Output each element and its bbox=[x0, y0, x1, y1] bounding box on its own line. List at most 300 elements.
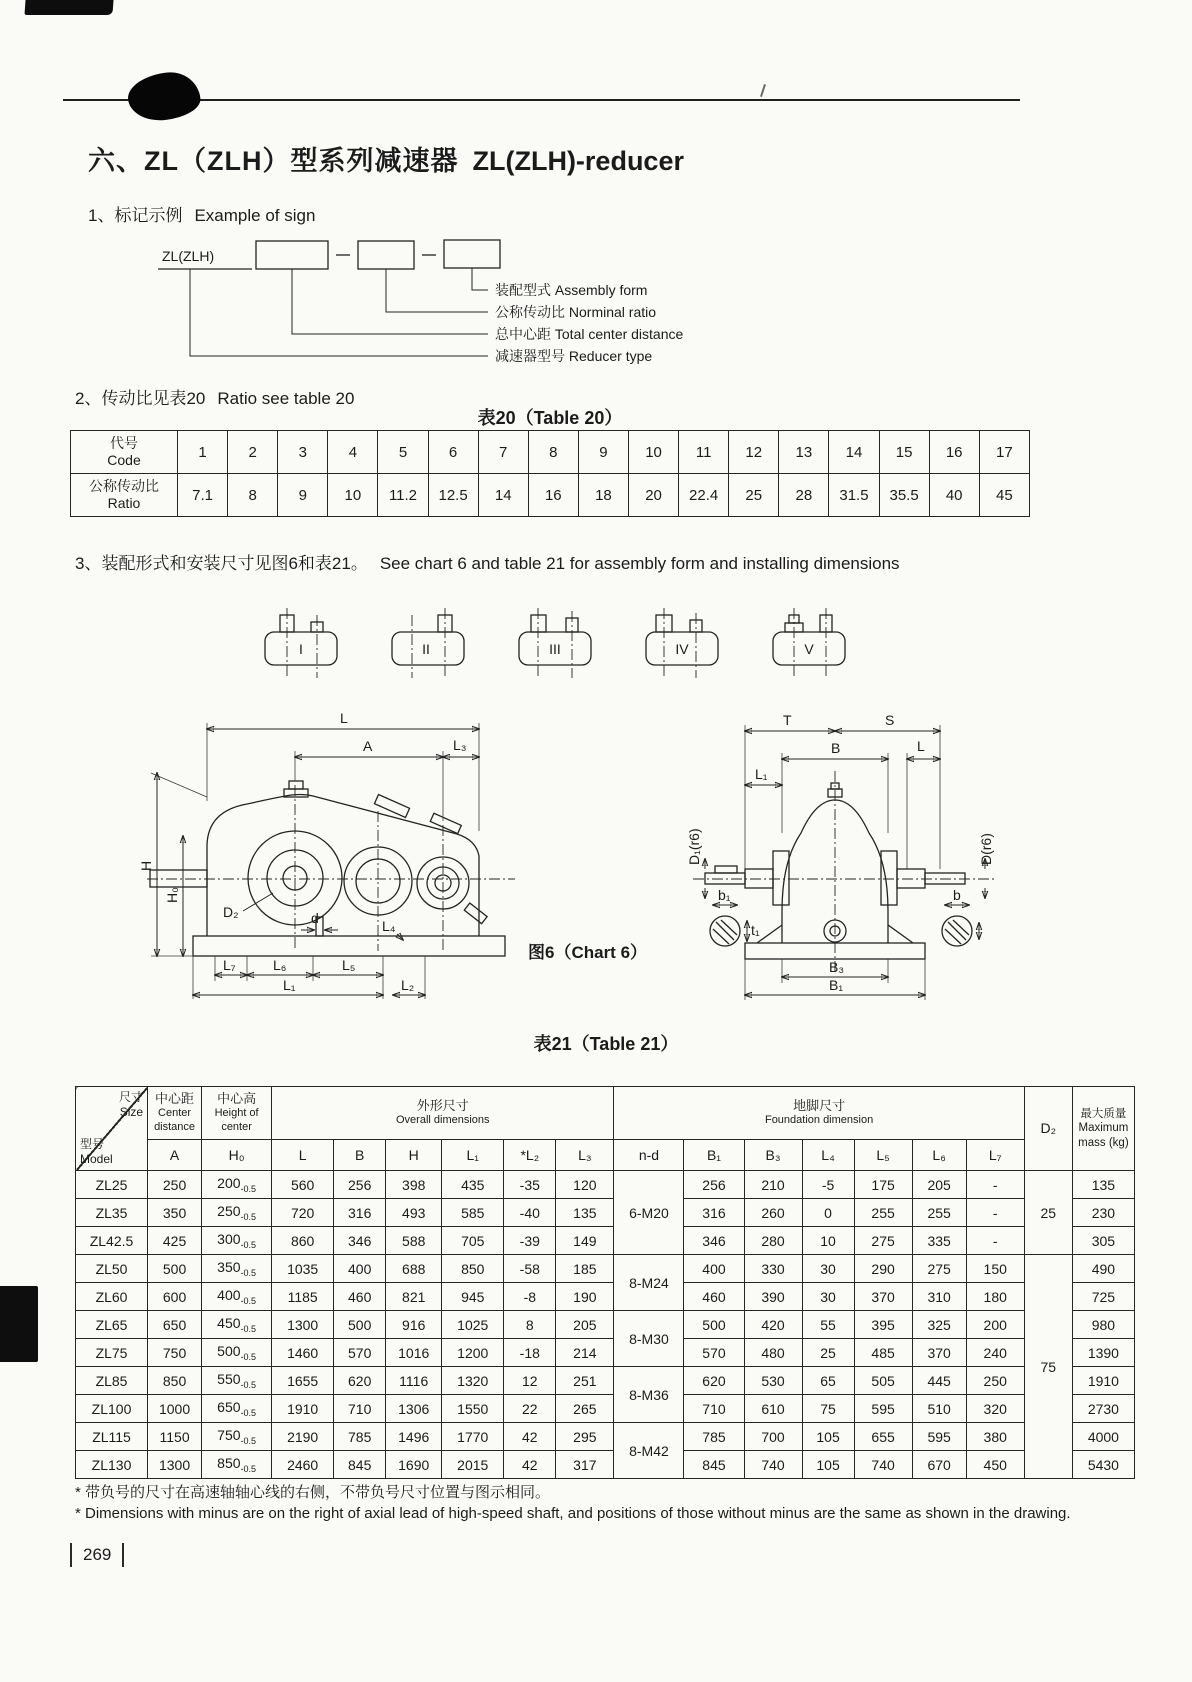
B-cell: 500 bbox=[334, 1311, 386, 1339]
form-label-3: III bbox=[549, 641, 561, 657]
L5-cell: 290 bbox=[854, 1255, 912, 1283]
dim-label-T: T bbox=[783, 712, 792, 728]
L3-cell: 214 bbox=[556, 1339, 614, 1367]
L6-cell: 275 bbox=[912, 1255, 966, 1283]
L1-cell: 1025 bbox=[442, 1311, 504, 1339]
L7-cell: 240 bbox=[966, 1339, 1024, 1367]
H-cell: 821 bbox=[386, 1283, 442, 1311]
sign-prefix: ZL(ZLH) bbox=[162, 248, 215, 264]
col-L4: L₄ bbox=[802, 1140, 854, 1171]
form-label-1: I bbox=[299, 641, 303, 657]
L2-cell: -40 bbox=[504, 1199, 556, 1227]
L6-cell: 595 bbox=[912, 1423, 966, 1451]
table20-caption: 表20（Table 20） bbox=[477, 408, 623, 428]
L4-cell: 65 bbox=[802, 1367, 854, 1395]
size-en: Size bbox=[119, 1105, 144, 1119]
col-H: H bbox=[386, 1140, 442, 1171]
H0-cell: $750_{-0.5}$ bbox=[202, 1423, 272, 1451]
L-cell: 1910 bbox=[272, 1395, 334, 1423]
L7-cell: - bbox=[966, 1171, 1024, 1199]
nd-cell: 8-M42 bbox=[614, 1423, 684, 1479]
col-L1: L₁ bbox=[442, 1140, 504, 1171]
ratio-cell: 18 bbox=[578, 474, 628, 517]
section-3-en: See chart 6 and table 21 for assembly form and installing dimensions bbox=[379, 554, 900, 573]
table21-row bbox=[76, 1311, 1135, 1339]
model-cell: ZL100 bbox=[76, 1395, 148, 1423]
L3-cell: 295 bbox=[556, 1423, 614, 1451]
H-cell: 398 bbox=[386, 1171, 442, 1199]
H0-cell: $350_{-0.5}$ bbox=[202, 1255, 272, 1283]
L7-cell: - bbox=[966, 1227, 1024, 1255]
code-cell: 5 bbox=[378, 431, 428, 474]
H-cell: 1016 bbox=[386, 1339, 442, 1367]
L1-cell: 1320 bbox=[442, 1367, 504, 1395]
assembly-form-1-icon bbox=[255, 600, 347, 684]
L4-cell: 75 bbox=[802, 1395, 854, 1423]
page-title bbox=[88, 139, 684, 178]
code-cell: 13 bbox=[779, 431, 829, 474]
nd-cell: 8-M24 bbox=[614, 1255, 684, 1311]
B-cell: 620 bbox=[334, 1367, 386, 1395]
table20-ratio-header bbox=[71, 474, 178, 517]
model-cell: ZL60 bbox=[76, 1283, 148, 1311]
L3-cell: 317 bbox=[556, 1451, 614, 1479]
L3-cell: 190 bbox=[556, 1283, 614, 1311]
assembly-form-5-icon bbox=[763, 600, 855, 684]
A-cell: 500 bbox=[148, 1255, 202, 1283]
L1-cell: 1770 bbox=[442, 1423, 504, 1451]
table21-caption: 表21（Table 21） bbox=[533, 1034, 679, 1054]
code-cell: 3 bbox=[278, 431, 328, 474]
page-title-zh: 六、ZL（ZLH）型系列减速器 bbox=[88, 146, 459, 176]
model-en: Model bbox=[80, 1152, 113, 1166]
ink-blob bbox=[126, 69, 203, 123]
L-cell: 1035 bbox=[272, 1255, 334, 1283]
ratio-cell: 9 bbox=[278, 474, 328, 517]
sign-box-ratio bbox=[358, 241, 414, 269]
L4-cell: 105 bbox=[802, 1451, 854, 1479]
L5-cell: 505 bbox=[854, 1367, 912, 1395]
section-3-zh: 3、装配形式和安装尺寸见图6和表21。 bbox=[75, 554, 368, 573]
dim-label-L: L bbox=[340, 710, 348, 726]
center-distance-header: 中心距 Center distance bbox=[148, 1087, 202, 1140]
overall-dimensions-header: 外形尺寸 Overall dimensions bbox=[272, 1087, 614, 1140]
H-cell: 916 bbox=[386, 1311, 442, 1339]
form-label-2: II bbox=[422, 641, 430, 657]
H0-cell: $200_{-0.5}$ bbox=[202, 1171, 272, 1199]
mass-cell: 5430 bbox=[1072, 1451, 1134, 1479]
code-cell: 11 bbox=[679, 431, 729, 474]
L1-cell: 2015 bbox=[442, 1451, 504, 1479]
L2-cell: -18 bbox=[504, 1339, 556, 1367]
dim-label-H0: H₀ bbox=[164, 887, 180, 903]
dim-label-L1: L₁ bbox=[283, 977, 296, 993]
dim-label-L1-right: L₁ bbox=[755, 766, 768, 782]
L7-cell: 380 bbox=[966, 1423, 1024, 1451]
mass-cell: 490 bbox=[1072, 1255, 1134, 1283]
L3-cell: 149 bbox=[556, 1227, 614, 1255]
scan-smudge-top bbox=[24, 0, 113, 15]
H-cell: 1496 bbox=[386, 1423, 442, 1451]
L3-cell: 120 bbox=[556, 1171, 614, 1199]
table21-row bbox=[76, 1227, 1135, 1255]
L7-cell: 180 bbox=[966, 1283, 1024, 1311]
L3-cell: 185 bbox=[556, 1255, 614, 1283]
model-cell: ZL50 bbox=[76, 1255, 148, 1283]
dim-label-b1: b₁ bbox=[718, 887, 731, 903]
dim-label-A: A bbox=[363, 738, 373, 754]
mass-cell: 1910 bbox=[1072, 1367, 1134, 1395]
L-cell: 560 bbox=[272, 1171, 334, 1199]
section-1-zh: 1、标记示例 bbox=[88, 206, 183, 225]
page-number-bar-right bbox=[122, 1543, 124, 1567]
L2-cell: -8 bbox=[504, 1283, 556, 1311]
mass-cell: 230 bbox=[1072, 1199, 1134, 1227]
dim-label-B: B bbox=[831, 740, 841, 756]
footnotes bbox=[75, 1482, 1080, 1525]
H0-cell: $400_{-0.5}$ bbox=[202, 1283, 272, 1311]
L-cell: 860 bbox=[272, 1227, 334, 1255]
L-cell: 1185 bbox=[272, 1283, 334, 1311]
L1-cell: 435 bbox=[442, 1171, 504, 1199]
B3-cell: 210 bbox=[744, 1171, 802, 1199]
ratio-cell: 45 bbox=[979, 474, 1029, 517]
table21-header-row-2 bbox=[76, 1140, 1135, 1171]
code-cell: 8 bbox=[528, 431, 578, 474]
ratio-header-zh: 公称传动比 bbox=[89, 477, 159, 494]
nd-cell: 8-M36 bbox=[614, 1367, 684, 1423]
L6-cell: 310 bbox=[912, 1283, 966, 1311]
L6-cell: 335 bbox=[912, 1227, 966, 1255]
H-cell: 688 bbox=[386, 1255, 442, 1283]
L6-cell: 255 bbox=[912, 1199, 966, 1227]
A-cell: 850 bbox=[148, 1367, 202, 1395]
col-A: A bbox=[148, 1140, 202, 1171]
L5-cell: 740 bbox=[854, 1451, 912, 1479]
model-cell: ZL85 bbox=[76, 1367, 148, 1395]
code-cell: 14 bbox=[829, 431, 879, 474]
col-H0: H₀ bbox=[202, 1140, 272, 1171]
ratio-cell: 16 bbox=[528, 474, 578, 517]
ratio-cell: 14 bbox=[478, 474, 528, 517]
L1-cell: 850 bbox=[442, 1255, 504, 1283]
table21-row bbox=[76, 1339, 1135, 1367]
size-model-header bbox=[76, 1087, 148, 1171]
size-zh: 尺寸 bbox=[119, 1090, 144, 1104]
L2-cell: 8 bbox=[504, 1311, 556, 1339]
dim-label-L6: L₆ bbox=[273, 957, 287, 973]
height-of-center-header: 中心高 Height of center bbox=[202, 1087, 272, 1140]
L4-cell: 105 bbox=[802, 1423, 854, 1451]
L1-cell: 1550 bbox=[442, 1395, 504, 1423]
assembly-form-3-icon bbox=[509, 600, 601, 684]
sign-label-assembly-form: 装配型式 Assembly form bbox=[495, 282, 648, 298]
page-title-en: ZL(ZLH)-reducer bbox=[472, 146, 684, 176]
H-cell: 1306 bbox=[386, 1395, 442, 1423]
code-cell: 6 bbox=[428, 431, 478, 474]
dim-label-t1: t₁ bbox=[751, 922, 760, 938]
code-header-zh: 代号 bbox=[110, 434, 138, 451]
col-L7: L₇ bbox=[966, 1140, 1024, 1171]
nd-cell: 6-M20 bbox=[614, 1171, 684, 1255]
H-cell: 1116 bbox=[386, 1367, 442, 1395]
L3-cell: 251 bbox=[556, 1367, 614, 1395]
L4-cell: 30 bbox=[802, 1255, 854, 1283]
H-cell: 1690 bbox=[386, 1451, 442, 1479]
col-L3: L₃ bbox=[556, 1140, 614, 1171]
code-cell: 10 bbox=[628, 431, 678, 474]
scan-speck bbox=[760, 84, 766, 97]
L2-cell: 42 bbox=[504, 1451, 556, 1479]
col-B1: B₁ bbox=[684, 1140, 744, 1171]
B1-cell: 346 bbox=[684, 1227, 744, 1255]
L7-cell: 200 bbox=[966, 1311, 1024, 1339]
L5-cell: 175 bbox=[854, 1171, 912, 1199]
B-cell: 460 bbox=[334, 1283, 386, 1311]
section-3-heading bbox=[75, 549, 900, 574]
page-number-bar-left bbox=[70, 1543, 72, 1567]
L2-cell: 22 bbox=[504, 1395, 556, 1423]
B-cell: 346 bbox=[334, 1227, 386, 1255]
H-cell: 588 bbox=[386, 1227, 442, 1255]
max-mass-header: 最大质量 Maximum mass (kg) bbox=[1072, 1087, 1134, 1171]
section-2-zh: 2、传动比见表20 bbox=[75, 389, 206, 408]
col-L5: L₅ bbox=[854, 1140, 912, 1171]
B1-cell: 620 bbox=[684, 1367, 744, 1395]
section-2-en: Ratio see table 20 bbox=[217, 389, 355, 408]
A-cell: 750 bbox=[148, 1339, 202, 1367]
L2-cell: -39 bbox=[504, 1227, 556, 1255]
dim-label-D1r6: D₁(r6) bbox=[686, 828, 702, 865]
dim-label-b: b bbox=[953, 887, 961, 903]
B1-cell: 570 bbox=[684, 1339, 744, 1367]
table21-row bbox=[76, 1171, 1135, 1199]
code-cell: 15 bbox=[879, 431, 929, 474]
B3-cell: 610 bbox=[744, 1395, 802, 1423]
H0-cell: $250_{-0.5}$ bbox=[202, 1199, 272, 1227]
table21 bbox=[75, 1086, 1135, 1479]
L1-cell: 1200 bbox=[442, 1339, 504, 1367]
B1-cell: 845 bbox=[684, 1451, 744, 1479]
ratio-cell: 20 bbox=[628, 474, 678, 517]
page-number bbox=[70, 1543, 124, 1567]
B3-cell: 740 bbox=[744, 1451, 802, 1479]
code-cell: 1 bbox=[178, 431, 228, 474]
table21-row bbox=[76, 1395, 1135, 1423]
code-cell: 12 bbox=[729, 431, 779, 474]
dim-label-H: H bbox=[138, 860, 154, 871]
dim-label-L4: L₄ bbox=[382, 918, 396, 934]
L5-cell: 395 bbox=[854, 1311, 912, 1339]
H0-cell: $550_{-0.5}$ bbox=[202, 1367, 272, 1395]
A-cell: 1150 bbox=[148, 1423, 202, 1451]
ratio-cell: 8 bbox=[228, 474, 278, 517]
ratio-cell: 12.5 bbox=[428, 474, 478, 517]
B3-cell: 700 bbox=[744, 1423, 802, 1451]
mass-cell: 1390 bbox=[1072, 1339, 1134, 1367]
sign-label-reducer-type: 减速器型号 Reducer type bbox=[495, 348, 653, 364]
code-header-en: Code bbox=[107, 452, 141, 468]
col-L6: L₆ bbox=[912, 1140, 966, 1171]
dim-label-B1: B₁ bbox=[829, 977, 844, 993]
footnote-en: * Dimensions with minus are on the right of axial lead of high-speed shaft, and positions of those without minus are the same as shown in the drawing. bbox=[75, 1505, 1071, 1523]
B-cell: 400 bbox=[334, 1255, 386, 1283]
H-cell: 493 bbox=[386, 1199, 442, 1227]
L7-cell: 150 bbox=[966, 1255, 1024, 1283]
L6-cell: 670 bbox=[912, 1451, 966, 1479]
L-cell: 1300 bbox=[272, 1311, 334, 1339]
L7-cell: 320 bbox=[966, 1395, 1024, 1423]
form-label-5: V bbox=[804, 641, 814, 657]
model-cell: ZL65 bbox=[76, 1311, 148, 1339]
L6-cell: 510 bbox=[912, 1395, 966, 1423]
assembly-forms-row bbox=[255, 600, 855, 684]
L6-cell: 445 bbox=[912, 1367, 966, 1395]
ratio-cell: 10 bbox=[328, 474, 378, 517]
foundation-dimension-header: 地脚尺寸 Foundation dimension bbox=[614, 1087, 1024, 1140]
table21-row bbox=[76, 1283, 1135, 1311]
B1-cell: 400 bbox=[684, 1255, 744, 1283]
model-cell: ZL75 bbox=[76, 1339, 148, 1367]
col-L: L bbox=[272, 1140, 334, 1171]
B-cell: 316 bbox=[334, 1199, 386, 1227]
mass-cell: 305 bbox=[1072, 1227, 1134, 1255]
A-cell: 1000 bbox=[148, 1395, 202, 1423]
dim-label-B3: B₃ bbox=[829, 959, 845, 975]
L5-cell: 595 bbox=[854, 1395, 912, 1423]
code-cell: 4 bbox=[328, 431, 378, 474]
L5-cell: 255 bbox=[854, 1199, 912, 1227]
B-cell: 785 bbox=[334, 1423, 386, 1451]
B3-cell: 530 bbox=[744, 1367, 802, 1395]
sign-box-center-distance bbox=[256, 241, 328, 269]
series-tab bbox=[0, 1286, 38, 1362]
B-cell: 710 bbox=[334, 1395, 386, 1423]
table20-ratio-row bbox=[71, 474, 1030, 517]
L7-cell: - bbox=[966, 1199, 1024, 1227]
dim-label-L7: L₇ bbox=[223, 957, 236, 973]
section-1-heading bbox=[88, 201, 315, 226]
H0-cell: $650_{-0.5}$ bbox=[202, 1395, 272, 1423]
L1-cell: 945 bbox=[442, 1283, 504, 1311]
L1-cell: 705 bbox=[442, 1227, 504, 1255]
model-zh: 型号 bbox=[80, 1137, 105, 1151]
dim-label-S: S bbox=[885, 712, 895, 728]
dim-label-L3: L₃ bbox=[453, 737, 467, 753]
B-cell: 256 bbox=[334, 1171, 386, 1199]
front-view-dimensions bbox=[686, 712, 994, 1000]
H0-cell: $450_{-0.5}$ bbox=[202, 1311, 272, 1339]
section-1-en: Example of sign bbox=[194, 206, 316, 225]
model-cell: ZL130 bbox=[76, 1451, 148, 1479]
mass-cell: 135 bbox=[1072, 1171, 1134, 1199]
ratio-cell: 25 bbox=[729, 474, 779, 517]
L4-cell: 25 bbox=[802, 1339, 854, 1367]
L6-cell: 205 bbox=[912, 1171, 966, 1199]
header-rule bbox=[63, 99, 1020, 101]
L-cell: 2460 bbox=[272, 1451, 334, 1479]
H0-cell: $300_{-0.5}$ bbox=[202, 1227, 272, 1255]
L7-cell: 250 bbox=[966, 1367, 1024, 1395]
A-cell: 1300 bbox=[148, 1451, 202, 1479]
code-cell: 7 bbox=[478, 431, 528, 474]
chart6-front-view-drawing bbox=[685, 693, 1005, 1008]
ratio-cell: 28 bbox=[779, 474, 829, 517]
L3-cell: 205 bbox=[556, 1311, 614, 1339]
B1-cell: 316 bbox=[684, 1199, 744, 1227]
mass-cell: 725 bbox=[1072, 1283, 1134, 1311]
L2-cell: -58 bbox=[504, 1255, 556, 1283]
page-number-value: 269 bbox=[83, 1545, 112, 1564]
L1-cell: 585 bbox=[442, 1199, 504, 1227]
L5-cell: 485 bbox=[854, 1339, 912, 1367]
dim-label-L-right: L bbox=[917, 738, 925, 754]
L4-cell: 55 bbox=[802, 1311, 854, 1339]
ratio-cell: 40 bbox=[929, 474, 979, 517]
mass-cell: 2730 bbox=[1072, 1395, 1134, 1423]
dim-label-D2: D₂ bbox=[223, 904, 239, 920]
L5-cell: 655 bbox=[854, 1423, 912, 1451]
ratio-cell: 35.5 bbox=[879, 474, 929, 517]
B-cell: 570 bbox=[334, 1339, 386, 1367]
L6-cell: 325 bbox=[912, 1311, 966, 1339]
code-cell: 17 bbox=[979, 431, 1029, 474]
B3-cell: 480 bbox=[744, 1339, 802, 1367]
L4-cell: 0 bbox=[802, 1199, 854, 1227]
col-L2: *L₂ bbox=[504, 1140, 556, 1171]
D2-cell: 75 bbox=[1024, 1255, 1072, 1479]
col-B3: B₃ bbox=[744, 1140, 802, 1171]
D2-cell: 25 bbox=[1024, 1171, 1072, 1255]
B-cell: 845 bbox=[334, 1451, 386, 1479]
model-cell: ZL35 bbox=[76, 1199, 148, 1227]
L6-cell: 370 bbox=[912, 1339, 966, 1367]
sign-box-assembly bbox=[444, 240, 500, 268]
col-nd: n-d bbox=[614, 1140, 684, 1171]
B1-cell: 500 bbox=[684, 1311, 744, 1339]
L-cell: 1655 bbox=[272, 1367, 334, 1395]
table21-header-row-1 bbox=[76, 1087, 1135, 1140]
model-cell: ZL115 bbox=[76, 1423, 148, 1451]
sign-label-center-distance: 总中心距 Total center distance bbox=[495, 326, 684, 342]
model-cell: ZL42.5 bbox=[76, 1227, 148, 1255]
sign-example-diagram bbox=[150, 228, 790, 378]
table21-row bbox=[76, 1451, 1135, 1479]
L4-cell: -5 bbox=[802, 1171, 854, 1199]
dim-label-L2: L₂ bbox=[401, 977, 415, 993]
A-cell: 425 bbox=[148, 1227, 202, 1255]
footnote-zh: * 带负号的尺寸在高速轴轴心线的右侧，不带负号尺寸位置与图示相同。 bbox=[75, 1484, 551, 1501]
A-cell: 600 bbox=[148, 1283, 202, 1311]
H0-cell: $850_{-0.5}$ bbox=[202, 1451, 272, 1479]
code-cell: 9 bbox=[578, 431, 628, 474]
d2-header: D₂ bbox=[1024, 1087, 1072, 1171]
col-B: B bbox=[334, 1140, 386, 1171]
L2-cell: -35 bbox=[504, 1171, 556, 1199]
nd-cell: 8-M30 bbox=[614, 1311, 684, 1367]
ratio-cell: 7.1 bbox=[178, 474, 228, 517]
model-cell: ZL25 bbox=[76, 1171, 148, 1199]
chart6-side-view-drawing bbox=[135, 693, 580, 1005]
table20-code-row bbox=[71, 431, 1030, 474]
B1-cell: 710 bbox=[684, 1395, 744, 1423]
mass-cell: 980 bbox=[1072, 1311, 1134, 1339]
A-cell: 650 bbox=[148, 1311, 202, 1339]
sign-label-nominal-ratio: 公称传动比 Norminal ratio bbox=[495, 304, 657, 320]
L4-cell: 30 bbox=[802, 1283, 854, 1311]
B1-cell: 256 bbox=[684, 1171, 744, 1199]
assembly-form-2-icon bbox=[382, 600, 474, 684]
